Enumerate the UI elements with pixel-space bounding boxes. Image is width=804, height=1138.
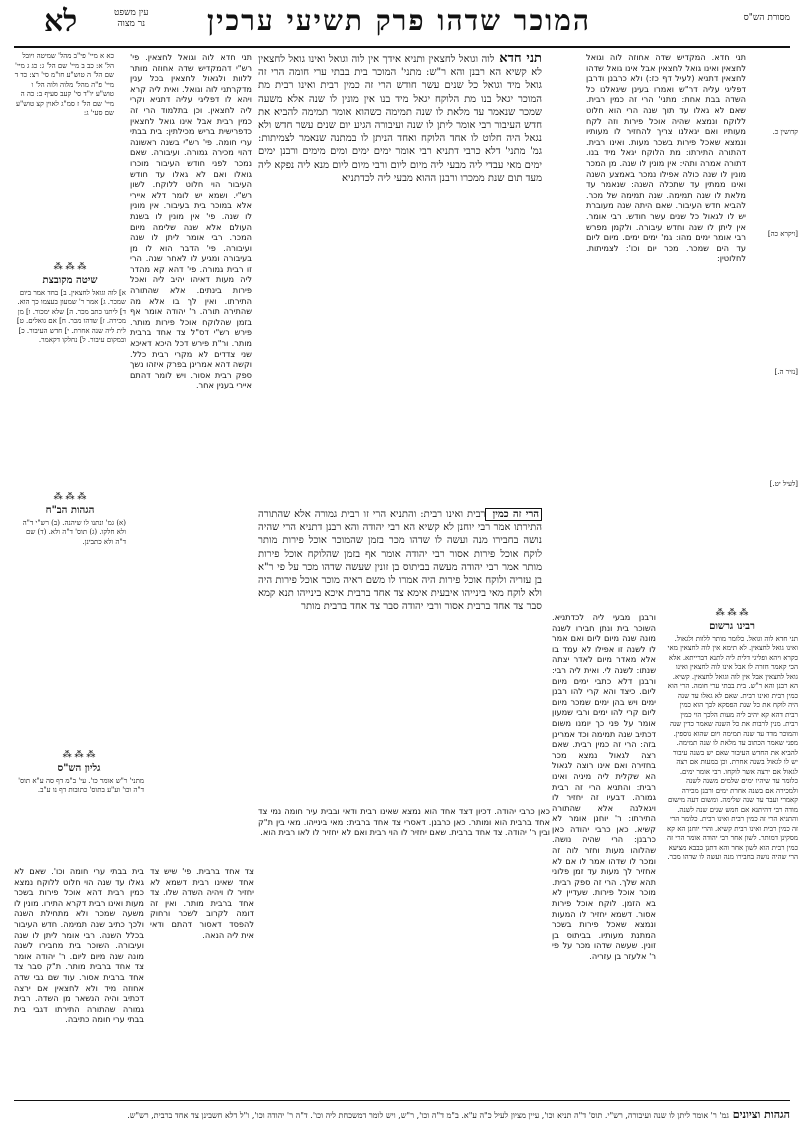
gemara-column-continued	[258, 508, 542, 800]
header-ein-mishpat-top: עין משפט	[114, 8, 149, 18]
ornament-divider: ⁂ ⁂ ⁂	[62, 750, 96, 760]
ornament-divider: ⁂ ⁂ ⁂	[53, 492, 87, 502]
hagahot-habach-heading: הגהות הב"ח	[45, 505, 95, 516]
header-ein-mishpat-bottom: נר מצוה	[117, 19, 146, 29]
rashi-wrap-bottom	[258, 806, 550, 1056]
hagahot-habach-text: (א) גמ' ונתנו לו שיהנה. (ב) רש"י ד"ה ולא חלקו. (ג) תוס' ד"ה ולא. (ד) שם ד"ה ולא כתבינן.	[22, 518, 126, 546]
rashi-column	[586, 52, 746, 607]
mishnah-lead-word: תני חדא	[494, 52, 542, 66]
tosafot-text-bottom: צד אחד ברבית. פי' שיש צד אחד שאינו רבית דשמא לא יחזיר לו ויהיה השדה שלו. צד אחד ברבית מותר. ואין זה דומה לקרוב לשכר ורחוק להפסד דאסור דהתם ודאי אית ליה הנאה.	[150, 866, 254, 940]
folio-number: לא	[44, 4, 78, 39]
rabbeinu-gershom-text: תני חדא לוה וגואל. כלומר מותר ללוות ולגאול. ואינו גואל לחצאין. לא תימא אין לוה לחצאין מאי כקרא ויהא ופליגי דלית ליה לתנא דברייתא. אלא הכי קאמר חזרה לו אבל אינו לוה לחצאין ואינו גואל לחצאין אבל אין לוה וגואל לחצאין. קשיא. הא רבנן והא ר"ש. בית בבתי ערי חומה. הרי הוא כמין רבית ואינו רבית. שאם לא גאלו עד שנה היה לוקח את כל שנת הפסקא לכך הוא כמין רבית דהא קא יהיב ליה מעות הלכך הוי כמין רבית. מנין לרבות את כל השנה שאמר כדין שנה והמוכר מדד עד שנה תמימה ויום שהוא נוספין. מפני שאמר הכתוב עד מלאת לו שנה תמימה. להביא את החדש העיבור שאם יש בשנה עיבור יש לו לגאול בשנה אחרת. וכן במעות אם רצה לגאול אם ירצה אשר לוקחו. רבי אומר ימים. כלומר עד שיהיו ימים שלמים משנה לשנה ולמכירה אם בשנה אחרת ימים ורבנן מכירה קאמרי ועבד עד שנה שלימה. ומשום דעה מישום מודה רבי דהיתנא אם חמש שנים שנה לשנה. והתניא הרי זה כמין רבית ואינו רבית. כלומר הרי זה כמין רבית ואינו רבית קשיא. והרי יוחנן הא קא מסקינן דמותר. לשון אחר רבי יהודה אומר הרי זה כמין רבית הוא לשון אחר והא דתנן בבבא מציעא הרי שהיה נושה בחבירו מנה ועשה לו שדהו מכר.	[667, 634, 798, 861]
gilyon-hashas-box	[14, 762, 144, 862]
rashi-column-lower	[552, 612, 656, 1052]
gilyon-hashas-heading: גליון הש"ס	[57, 763, 101, 774]
page-header	[14, 4, 790, 44]
bottom-notes-left: בית בבתי ערי חומה וכו'. שאם לא גאלו עד שנה הוי חלוט ללוקח נמצא כמין רבית דהא אוכל פירות בשכר מעות ואינו רבית דקרא התירו. מונין לו משעה שמכר ולא מתחילת השנה ולכך כתיב שנה תמימה. חדש העיבור בכלל השנה. רבי אומר ליתן לו שנה ועיבורה. השוכר בית מחבירו לשנה מונה שנה מיום ליום. ר' יהודה אומר צד אחד ברבית מותר. ת"ק סבר צד אחד ברבית אסור. עוד שם גבי שדה אחוזה מיד ולא לחצאין אם ירצה דכתיב והיה הנשאר מן השדה. רבית גמורה שהתורה התירתו דגבי בית בבתי ערי חומה כתיבה.	[14, 866, 144, 1025]
tosafot-text: תני חדא לוה וגואל לחצאין. פי' רש"י דהמקדיש שדה אחוזה מותר ללוות ולגאול לחצאין בכל ענין מדקרתני לוה וגואל. ואית ליה קרא ויהא לו דפליגי עליה דתניא וקרי ליה לחצאין. וכן בתלמוד הרי זה כמין רבית אבל אינו גואל לחצאין כדפרישית בריש מכילתין: בית בבתי ערי חומה. פי' רש"י בשנה ראשונה דהוי מכירה גמורה. ועיבורה. שאם נמכר לפני חודש העיבור מוכרו גואלו ואם לא גאלו עד חודש העיבור הוי חלוט ללוקח. לשון רש"י. ושמא יש לומר דלא איירי אלא במוכר בית בעיבור. אין מונין לו שנה. פי' אין מונין לו בשנת העולם אלא שנה שלימה מיום המכר. רבי אומר ליתן לו שנה ועיבורה. פי' הדבר הוא לו מן בעיבורה ומגיע לו לאחר שנה.	[130, 52, 252, 264]
masoret-ref: קדושין כ.	[772, 128, 798, 136]
header-rule	[14, 46, 790, 48]
ornament-divider: ⁂ ⁂ ⁂	[715, 608, 749, 618]
shita-mekubetzet-text: א] לוה וגואל לחצאין. ב] בחד אמר ביום שמכר. ג] אמר ר' שמעון בעצמו כך הוא. ד] ליתנו כתב מכר. ה] שלא ימכור. ו] מן מכירה. ז] שדהו מכר. ח] אם גואלים. ט] לית ליה שנה אחרת. י] חדש העיבור. כ] ובמקום עיבור. ל] נחלקו דקאמר.	[16, 288, 126, 344]
rashi-text-continued: ורבנן מבעי ליה לכדתניא. השוכר בית ונתן חבירו לשנה מונה שנה מיום ליום ואם אמר לו לשנה זו אפילו לא עמד בו אלא מאדר מיום לאדר יצתה שנתו: לשנה לי. ואית ליה רבי: ורבנן דלא כתבי ימים מיום ליום. כיצד והא קרי להו רבנן ימים ויש בהן ימים שמכר מיום ליום קרי להו ימים ורבי שמעון אומר על פני כך יומנו משום דכתיב שנה תמימה וכד אמרינן בזה: הרי זה כמין רבית. שאם רצה לגאול נמצא מכר בחזירה ואם אינו רוצה לגאול הא שקלית ליה מיניה ואינו רבית: והתניא הרי זה רבית גמורה. דבעיו זה יחזיר לו ויגאלנה אלא שהתורה התירתו: ר' יוחנן אומר לא קשיא. כאן כרבי יהודה כאן כרבנן: הרי שהיה נושה. שהלוהו מעות וחזר לוה זה ומכר לו שדהו אמר לו אם לא אחזיר לך מעות עד זמן פלוני תהא שלך. הרי זה ספק רבית. מוכר אוכל פירות. שעדיין לא בא הזמן. לוקח אוכל פירות אסור. דשמא יחזיר לו המעות ונמצא שאכל פירות בשכר המתנת מעותיו. בביתוס בן זונין. שעשה שדהו מכר על פי ר' אלעזר בן עזריה.	[552, 612, 656, 961]
rabbeinu-gershom-heading: רבינו גרשום	[709, 621, 755, 632]
hagahot-habach-box	[14, 504, 126, 614]
gemara-boxed-heading: הרי זה כמין	[485, 508, 542, 521]
ein-mishpat-text: כא א מיי' פי"ב מהל' שמיטה ויובל הל' א: כב ב מיי' שם הל' ג: כג ג מיי' שם הל' ה טוש"ע חו"מ סי' רצ: כד ד מיי' פ"ה מהל' מלוה ולוה הל' ו טוש"ע יו"ד סי' קעב סעיף ב: כה ה מיי' שם הל' ז סמ"ג לאוין קצ טוש"ע שם סעי' ג:	[14, 52, 114, 117]
footer-text: גמ' ר' אומר ליתן לו שנה ועיבורה, רש"י. תוס' ד"ה תניא וכו', עיין מציון לעיל כ"ה ע"א. ב"מ ד"ה וכו', ר"ש, ויש לומר דמשכחת ליה וכו'. ד"ה ר' יהודה וכו', ו"ל דלא חשבינן צד אחד ברבית, רש"ש.	[127, 1111, 729, 1120]
tosafot-column	[130, 52, 252, 742]
masoret-ref: [נזיר ה.]	[774, 368, 798, 376]
shita-mekubetzet-box	[14, 274, 126, 484]
tosafot-wrap-bottom	[150, 866, 254, 1056]
gemara-text: רבית ואינו רבית: והתניא הרי זו רבית גמורה אלא שהתורה התירתו אמר רבי יוחנן לא קשיא הא רבי יהודה והא רבנן דתניא הרי שהיה נושה בחבירו מנה ועשה לו שדהו מכר בזמן שהמוכר אוכל פירות מותר לוקח אוכל פירות אסור רבי יהודה אומר אף בזמן שהלוקח אוכל פירות מותר אמר רבי יהודה מעשה בביתוס בן זונין שעשה שדהו מכר על פי ר"א בן עזריה ולוקח אוכל פירות היה אמרו לו משם ראיה מוכר אוכל פירות היה ולא לוקח מאי בינייהו איבעית אימא צד אחד ברבית איכא בינייהו תנא קמא סבר צד אחד ברבית אסור ורבי יהודה סבר צד אחד ברבית מותר	[258, 509, 542, 613]
tosafot-wrap-left	[14, 866, 144, 1056]
rashi-text-bottom: כאן כרבי יהודה. דכיון דצד אחד הוא נמצא שאינו רבית ודאי ובבית עיר חומה נמי צד אחד ברבית הוא ומותר. כאן כרבנן. דאסרי צד אחד ברבית: מאי בינייהו. מאי בין ת"ק ובין ר' יהודה. צד אחד ברבית. שאם יחזיר לו הוי רבית ואם לא יחזיר לו לאו רבית הוא.	[258, 806, 550, 838]
masoret-ref: [ויקרא כה]	[767, 230, 798, 238]
rashi-text: תני חדא. המקדיש שדה אחוזה לוה וגואל לחצאין ואינו גואל לחצאין אבל אינו גואל שדהו לחצאין דתניא (לעיל דף כז:) ולא כרבנן ודרבן דפליגי עליה דר"ש ואמרו בעינן שיגאלנו כל השדה בבת אחת: מתני' הרי זה כמין רבית. שאם לא גאלו עד תוך שנה הרי הוא חלוט ללוקח ונמצא שהיה אוכל פירות וזה לקח מעותיו ואם יגאלנו צריך להחזיר לו מעותיו ונמצא שאכל פירות בשכר מעות. ואינו רבית. דהתורה התירתו: מת הלוקח יגאל מיד בנו. דתורה אמרה ותהי: אין מונין לו שנה. מן המכר מונין לו שנה כולה אפילו נמכר באמצע השנה ואינו ממתין עד שתכלה השנה: שנאמר עד מלאת לו שנה תמימה. שנה תמימה של מכר. להביא חדש העיבור. שאם היתה שנה מעוברת יש לו לגאול כל שנים עשר חודש. רבי אומר. אין ליתן לו שנה וחדש עיבורה. ולקמן מפרש רבי אומר ימים מהו: גמ' ימים ימים. מיום ליום עד הים שמכר. מכר יום וכו': לצמיתות. לחלוטין:	[586, 52, 746, 264]
ornament-divider: ⁂ ⁂ ⁂	[53, 262, 87, 272]
footer-notes	[14, 1110, 790, 1134]
mishnah-text: לוה וגואל לחצאין ותניא אידך אין לוה וגואל ואינו גואל לחצאין לא קשיא הא רבנן והא ר"ש: מתני' המוכר בית בבתי ערי חומה הרי זה גואל מיד וגואל כל שנים עשר חודש הרי זה כמין רבית ואינו רבית מת המוכר יגאל בנו מת הלוקח יגאל מיד בנו אין מונין לו שנה אלא משעה שמכר שנאמר עד מלאת לו שנה תמימה כשהוא אומר תמימה להביא את חדש העיבור רבי אומר ליתן לו שנה ועיבורה הגיע יום שנים עשר חדש ולא נגאל היה חלוט לו אחד הלוקח ואחד הניתן לו במתנה שנאמר לצמיתות: גמ' מתני' דלא כרבי דתניא רבי אומר ימים ימים ומים מימים ורבנן ימים ימים מאי עבדי ליה מבעי ליה מיום ליום ורבי מיום ליום מנא ליה נפקא ליה מעד תום שנת ממכרו ורבנן ההוא מבעי ליה לכדתניא	[258, 54, 542, 184]
ein-mishpat-box	[14, 52, 114, 222]
tosafot-text-continued: הרי זו רבית גמורה. פי' דהא קא מהדר ליה מעות דאיהו יהיב ליה ואכל פירות בינתים. אלא שהתורה התירתו. ואין לך בו אלא מה שהתירה תורה. ר' יהודה אומר אף בזמן שהלוקח אוכל פירות מותר. פירש רש"י דס"ל צד אחד ברבית מותר. ור"ת פירש דכל היכא דאיכא שני צדדים לא מקרי רבית כלל. וקשה דהא אמרינן בפרק איזהו נשך ספק רבית אסור. ויש לומר דהתם איירי בענין אחר.	[130, 253, 252, 391]
masoret-ref: [לעיל יט.]	[769, 480, 798, 488]
gilyon-hashas-text: מתני' ר"ש אומר כו'. עי' ב"מ דף סה ע"א תוס' ד"ה וכו' וע"ע בתוס' כתובות דף נו ע"ב.	[18, 776, 144, 794]
rabbeinu-gershom-box	[666, 620, 798, 910]
header-masoret-label: מסורת הש"ס	[743, 13, 790, 23]
footer-heading: הגהות וציונים	[728, 1110, 790, 1121]
footer-rule	[14, 1100, 790, 1101]
gemara-column	[258, 52, 542, 507]
header-ein-mishpat-label	[114, 8, 148, 30]
shita-mekubetzet-heading: שיטה מקובצת	[42, 275, 98, 286]
page-title: המוכר שדהו פרק תשיעי ערכין	[206, 4, 592, 37]
